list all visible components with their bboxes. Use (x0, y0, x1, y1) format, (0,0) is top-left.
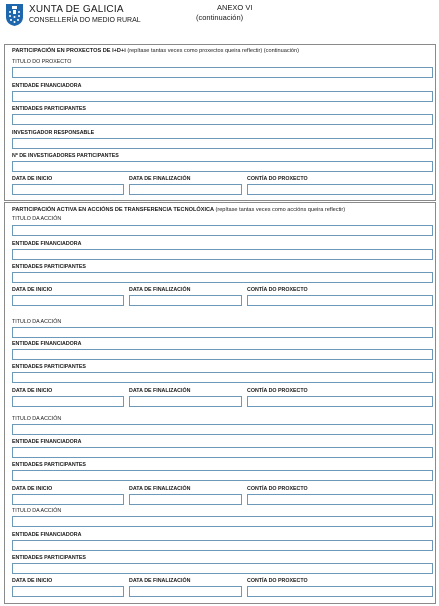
partners-label: ENTIDADES PARTICIPANTES (12, 264, 86, 270)
funder-label: ENTIDADE FINANCIADORA (12, 532, 82, 538)
funder-field[interactable] (12, 447, 433, 458)
funder-field[interactable] (12, 91, 433, 102)
section-note: (repítase tantas veces como accións queira reflectir) (215, 207, 346, 213)
amount-label: CONTÍA DO PROXECTO (247, 486, 308, 492)
num-investigators-field[interactable] (12, 161, 433, 172)
project-title-field[interactable] (12, 67, 433, 78)
action-title-field[interactable] (12, 516, 433, 527)
action-title-field[interactable] (12, 225, 433, 236)
start-date-field[interactable] (12, 396, 124, 407)
galicia-coat-of-arms-icon (5, 3, 24, 27)
partners-field[interactable] (12, 372, 433, 383)
section-title (12, 48, 299, 54)
partners-field[interactable] (12, 563, 433, 574)
partners-field[interactable] (12, 114, 433, 125)
amount-field[interactable] (247, 396, 433, 407)
end-date-label: DATA DE FINALIZACIÓN (129, 578, 191, 584)
end-date-label: DATA DE FINALIZACIÓN (129, 176, 191, 182)
num-investigators-label: Nº DE INVESTIGADORES PARTICIPANTES (12, 153, 119, 159)
amount-field[interactable] (247, 295, 433, 306)
action-title-field[interactable] (12, 327, 433, 338)
end-date-field[interactable] (129, 184, 242, 195)
action-title-label: TITULO DA ACCIÓN (12, 508, 62, 514)
amount-field[interactable] (247, 586, 433, 597)
action-title-label: TITULO DA ACCIÓN (12, 319, 62, 325)
amount-label: CONTÍA DO PROXECTO (247, 287, 308, 293)
end-date-field[interactable] (129, 586, 242, 597)
start-date-label: DATA DE INICIO (12, 388, 53, 394)
partners-label: ENTIDADES PARTICIPANTES (12, 462, 86, 468)
amount-label: CONTÍA DO PROXECTO (247, 578, 308, 584)
section-tech-transfer (4, 202, 436, 604)
action-title-label: TITULO DA ACCIÓN (12, 216, 62, 222)
partners-label: ENTIDADES PARTICIPANTES (12, 106, 86, 112)
end-date-label: DATA DE FINALIZACIÓN (129, 486, 191, 492)
section-title-text: PARTICIPACIÓN EN PROXECTOS DE I+D+i (12, 48, 126, 54)
funder-label: ENTIDADE FINANCIADORA (12, 341, 82, 347)
funder-field[interactable] (12, 249, 433, 260)
investigator-label: INVESTIGADOR RESPONSABLE (12, 130, 95, 136)
section-title (12, 207, 345, 213)
annex-subtitle: (continuación) (196, 13, 244, 22)
start-date-field[interactable] (12, 295, 124, 306)
start-date-label: DATA DE INICIO (12, 486, 53, 492)
end-date-label: DATA DE FINALIZACIÓN (129, 388, 191, 394)
partners-field[interactable] (12, 470, 433, 481)
annex-title: ANEXO VI (217, 3, 253, 12)
end-date-field[interactable] (129, 396, 242, 407)
org-name: XUNTA DE GALICIA (29, 4, 124, 15)
funder-field[interactable] (12, 540, 433, 551)
start-date-field[interactable] (12, 494, 124, 505)
end-date-label: DATA DE FINALIZACIÓN (129, 287, 191, 293)
partners-field[interactable] (12, 272, 433, 283)
funder-field[interactable] (12, 349, 433, 360)
action-title-label: TITULO DA ACCIÓN (12, 416, 62, 422)
section-title-text: PARTICIPACIÓN ACTIVA EN ACCIÓNS DE TRANSFERENCIA TECNOLÓXICA (12, 207, 214, 213)
funder-label: ENTIDADE FINANCIADORA (12, 439, 82, 445)
section-note: (repítase tantas veces como proxectos queira reflectir) (continuación) (127, 48, 299, 54)
section-rd-projects (4, 44, 436, 201)
amount-field[interactable] (247, 494, 433, 505)
amount-field[interactable] (247, 184, 433, 195)
action-title-field[interactable] (12, 424, 433, 435)
amount-label: CONTÍA DO PROXECTO (247, 388, 308, 394)
start-date-field[interactable] (12, 586, 124, 597)
end-date-field[interactable] (129, 494, 242, 505)
start-date-field[interactable] (12, 184, 124, 195)
partners-label: ENTIDADES PARTICIPANTES (12, 555, 86, 561)
department-name: CONSELLERÍA DO MEDIO RURAL (29, 17, 141, 24)
project-title-label: TITULO DO PROXECTO (12, 59, 72, 65)
funder-label: ENTIDADE FINANCIADORA (12, 83, 82, 89)
partners-label: ENTIDADES PARTICIPANTES (12, 364, 86, 370)
start-date-label: DATA DE INICIO (12, 176, 53, 182)
end-date-field[interactable] (129, 295, 242, 306)
start-date-label: DATA DE INICIO (12, 578, 53, 584)
start-date-label: DATA DE INICIO (12, 287, 53, 293)
investigator-field[interactable] (12, 138, 433, 149)
amount-label: CONTÍA DO PROXECTO (247, 176, 308, 182)
funder-label: ENTIDADE FINANCIADORA (12, 241, 82, 247)
